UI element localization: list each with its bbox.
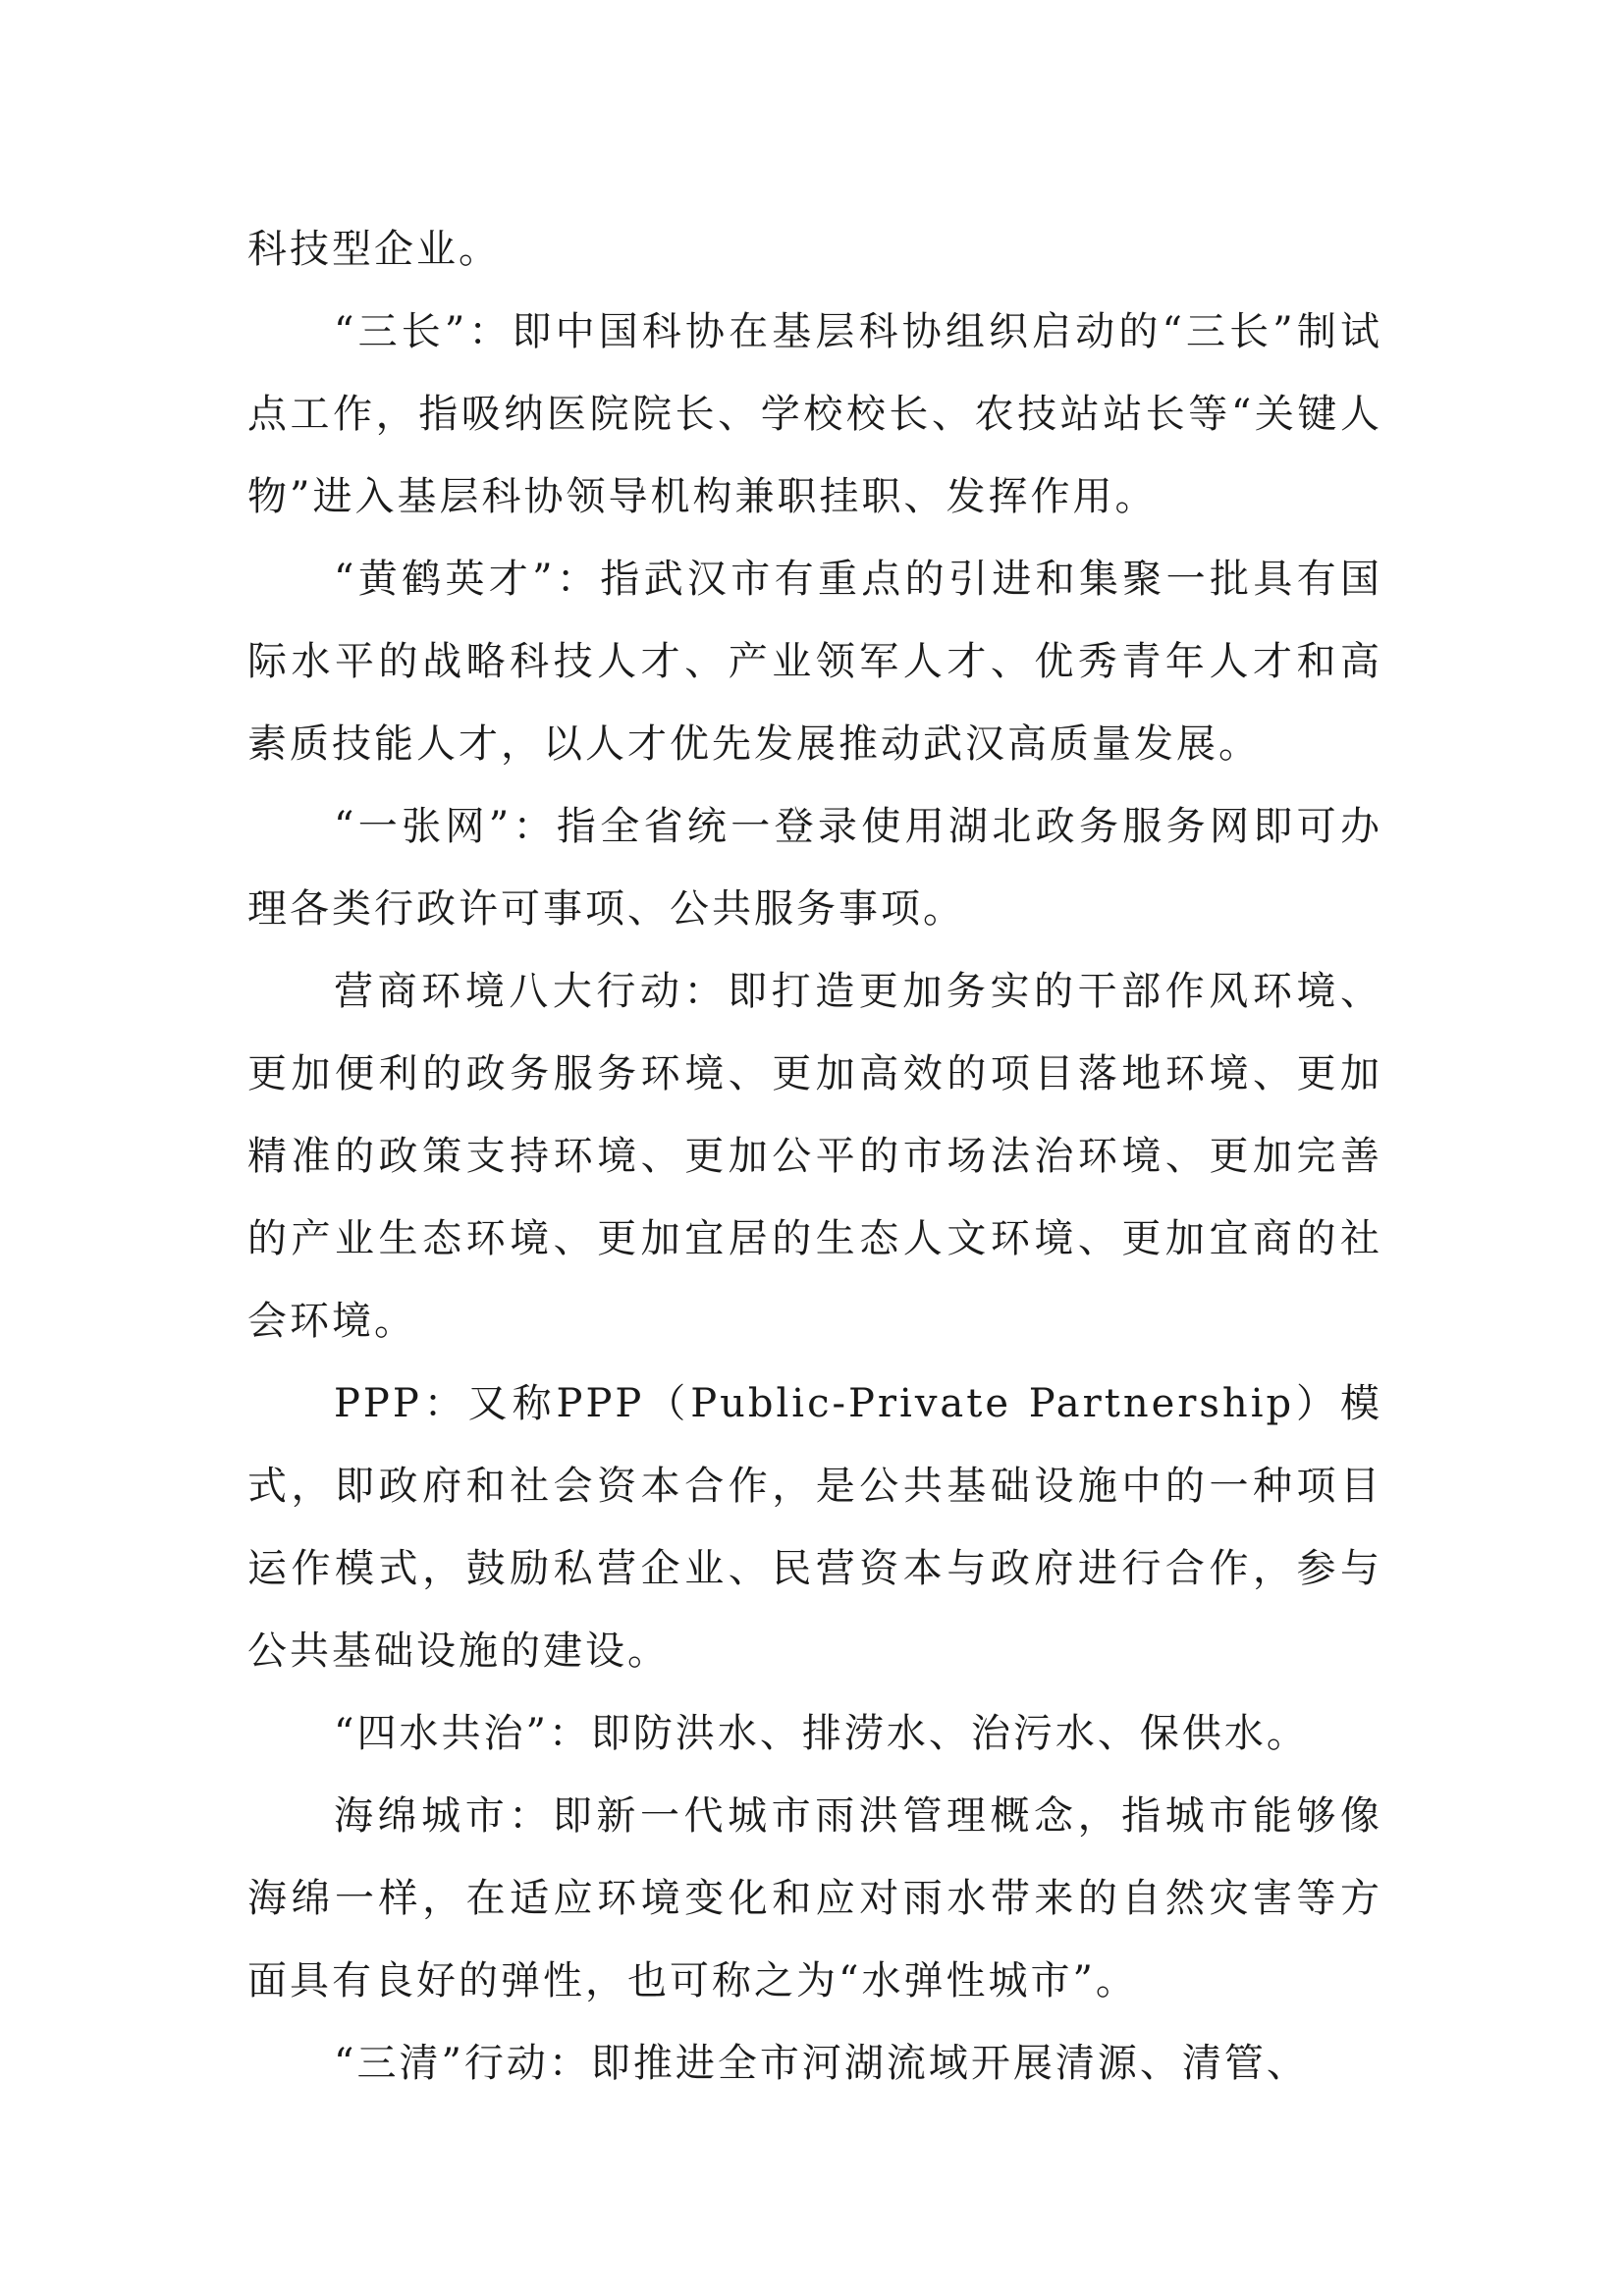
paragraph-si-shui-gong-zhi: “四水共治”：即防洪水、排涝水、治污水、保供水。 [334,1711,1309,1756]
paragraph-huanghe-yingcai: “黄鹤英才”：指武汉市有重点的引进和集聚一批具有国际水平的战略科技人才、产业领军人才、优秀青年人才和高素质技能人才，以人才优先发展推动武汉高质量发展。 [247,557,1382,767]
paragraph-san-qing: “三清”行动：即推进全市河湖流域开展清源、清管、 [334,2041,1309,2086]
body-text [247,208,1382,2105]
paragraph-continuation: 科技型企业。 [247,227,501,272]
paragraph-business-environment: 营商环境八大行动：即打造更加务实的干部作风环境、更加便利的政务服务环境、更加高效的项目落地环境、更加精准的政策支持环境、更加公平的市场法治环境、更加完善的产业生态环境、更加宜居的生态人文环境、更加宜商的社会环境。 [247,969,1382,1344]
paragraph-san-zhang: “三长”：即中国科协在基层科协组织启动的“三长”制试点工作，指吸纳医院院长、学校校长、农技站站长等“关键人物”进入基层科协领导机构兼职挂职、发挥作用。 [247,309,1382,519]
paragraph-ppp: PPP：又称PPP（Public-Private Partnership）模式，即政府和社会资本合作，是公共基础设施中的一种项目运作模式，鼓励私营企业、民营资本与政府进行合作，参与公共基础设施的建设。 [247,1381,1382,1674]
paragraph-yi-zhang-wang: “一张网”：指全省统一登录使用湖北政务服务网即可办理各类行政许可事项、公共服务事项。 [247,804,1382,932]
paragraph-sponge-city: 海绵城市：即新一代城市雨洪管理概念，指城市能够像海绵一样，在适应环境变化和应对雨水带来的自然灾害等方面具有良好的弹性，也可称之为“水弹性城市”。 [247,1793,1382,2003]
